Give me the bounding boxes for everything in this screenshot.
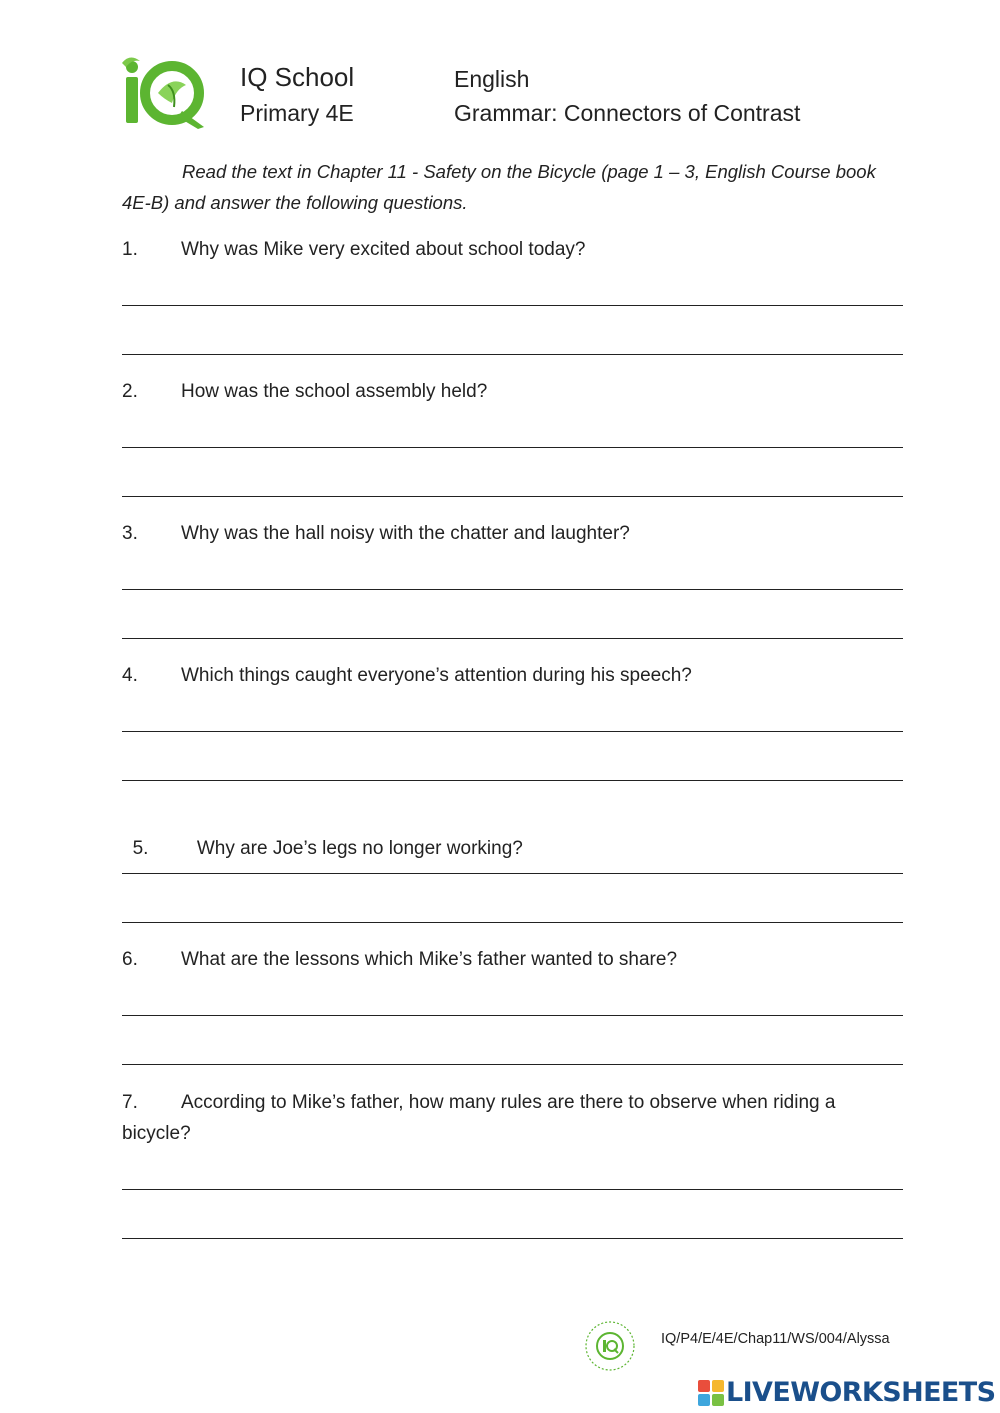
class-name: Primary 4E: [240, 100, 354, 126]
worksheet-reference-code: IQ/P4/E/4E/Chap11/WS/004/Alyssa: [661, 1331, 890, 1347]
answer-line-4a[interactable]: [122, 731, 903, 732]
question-number: 5.: [132, 838, 149, 859]
question-3: [122, 518, 892, 549]
answer-line-6a[interactable]: [122, 1015, 903, 1016]
question-text: Why are Joe’s legs no longer working?: [191, 838, 523, 859]
answer-line-5b[interactable]: [122, 922, 903, 923]
question-5: [122, 802, 892, 864]
question-number: 4.: [122, 665, 138, 686]
answer-line-7b[interactable]: [122, 1238, 903, 1239]
question-1: [122, 234, 892, 265]
answer-line-4b[interactable]: [122, 780, 903, 781]
answer-line-7a[interactable]: [122, 1189, 903, 1190]
question-text: How was the school assembly held?: [181, 381, 488, 402]
question-text: Why was Mike very excited about school today?: [181, 239, 586, 260]
instructions-text: Read the text in Chapter 11 - Safety on the Bicycle (page 1 – 3, English Course book 4E-B) and answer the following questions.: [122, 161, 876, 213]
answer-line-2b[interactable]: [122, 496, 903, 497]
question-number: 1.: [122, 239, 138, 260]
school-name: IQ School: [240, 62, 355, 92]
answer-line-6b[interactable]: [122, 1064, 903, 1065]
liveworksheets-logo-icon: [698, 1380, 724, 1406]
answer-line-1a[interactable]: [122, 305, 903, 306]
topic-title: Grammar: Connectors of Contrast: [454, 100, 801, 126]
question-number: 3.: [122, 523, 138, 544]
approval-stamp-icon: [584, 1320, 636, 1372]
answer-line-3a[interactable]: [122, 589, 903, 590]
question-7: [122, 1087, 892, 1149]
brand-name: LIVEWORKSHEETS: [726, 1377, 996, 1408]
question-6: [122, 944, 892, 975]
iq-school-logo-icon: [120, 55, 208, 131]
question-text: Why was the hall noisy with the chatter and laughter?: [181, 523, 630, 544]
question-4: [122, 660, 892, 691]
question-number: 2.: [122, 381, 138, 402]
question-text: Which things caught everyone’s attention during his speech?: [181, 665, 692, 686]
answer-line-1b[interactable]: [122, 354, 903, 355]
answer-line-5a[interactable]: [122, 873, 903, 874]
question-number: 7.: [122, 1092, 138, 1113]
question-number: 6.: [122, 949, 138, 970]
question-text: According to Mike’s father, how many rules are there to observe when riding a bicycle?: [122, 1092, 836, 1144]
answer-line-2a[interactable]: [122, 447, 903, 448]
question-text: What are the lessons which Mike’s father wanted to share?: [181, 949, 678, 970]
liveworksheets-brand[interactable]: [698, 1376, 995, 1410]
answer-line-3b[interactable]: [122, 638, 903, 639]
subject-name: English: [454, 66, 530, 92]
question-2: [122, 376, 892, 407]
